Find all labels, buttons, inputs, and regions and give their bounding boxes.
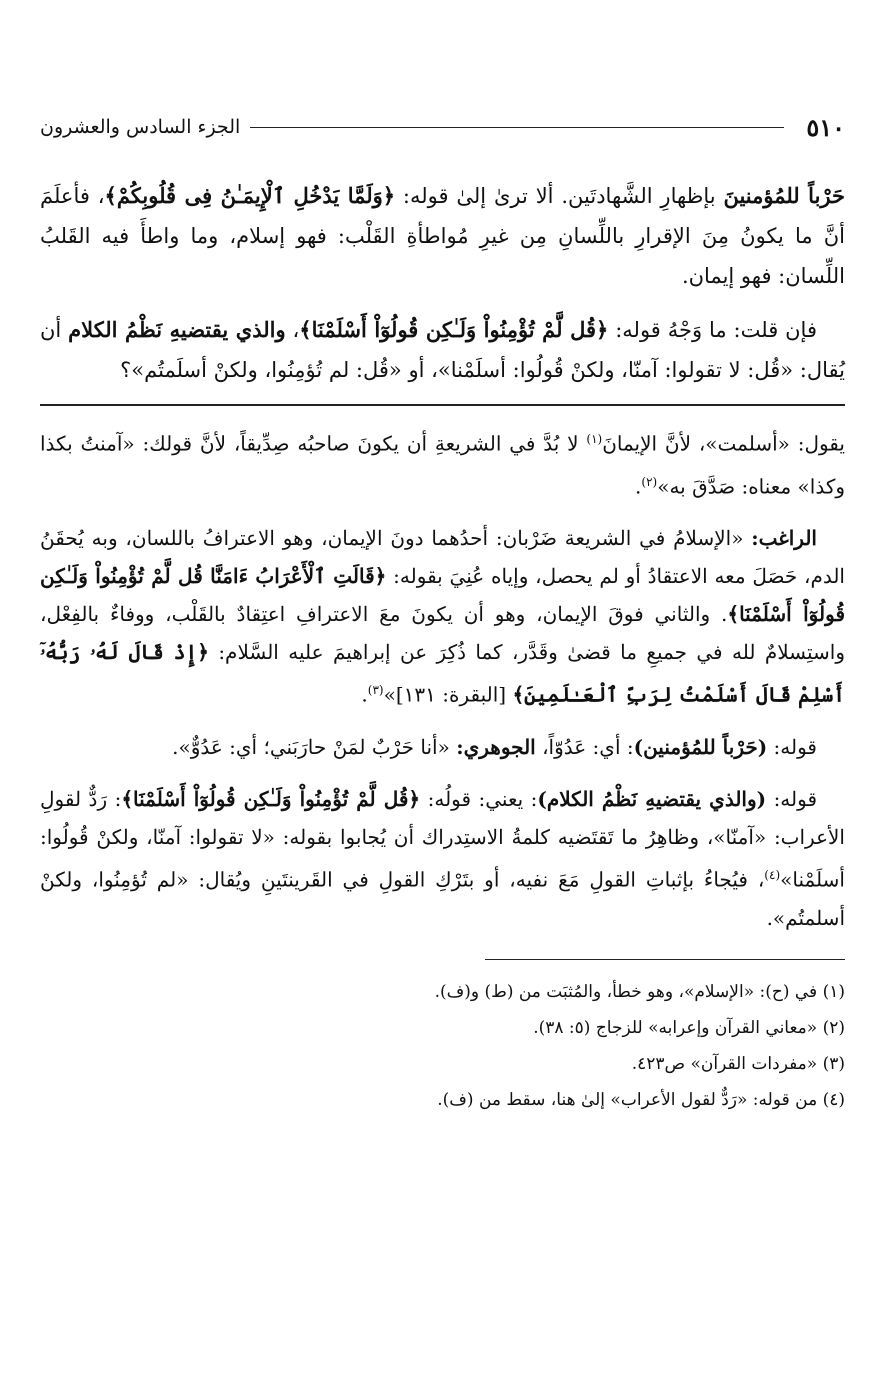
page-number: ٥١٠	[806, 112, 845, 142]
text-span: قوله:	[766, 786, 818, 811]
keyword: الجوهري:	[456, 734, 536, 759]
text-span: فإن قلت: ما وَجْهُ قوله:	[608, 318, 817, 342]
keyword: والذي يقتضيهِ نَظْمُ الكلام	[68, 317, 286, 342]
commentary-paragraph-3	[40, 728, 845, 766]
text-span: بإظهارِ الشَّهادتَين. ألا ترىٰ إلىٰ قوله:	[395, 184, 724, 208]
keyword: الراغب:	[751, 526, 817, 551]
main-text	[40, 176, 845, 390]
commentary-paragraph-2	[40, 519, 845, 714]
text-span: قوله:	[767, 734, 817, 759]
text-span: : يعني: قولُه:	[420, 786, 538, 811]
text-span: [البقرة: ١٣١]»	[383, 682, 513, 707]
keyword: حَرْباً للمُؤمنينَ	[723, 183, 845, 208]
quran-verse: ﴿إِذْ قَالَ لَهُۥ رَبُّهُۥٓ أَسْلِمْ قَالَ أَسْلَمْتُ لِرَبِّ ٱلْعَـٰلَمِينَ﴾	[40, 640, 845, 707]
text-span: .	[635, 474, 642, 499]
quran-verse: ﴿قَالَتِ ٱلْأَعْرَابُ ءَامَنَّا قُل لَّمْ تُؤْمِنُواْ وَلَـٰكِن قُولُوٓاْ أَسْلَمْنَا﴾	[40, 564, 846, 627]
running-head	[40, 110, 845, 144]
footnote-ref[interactable]: (١)	[586, 432, 603, 446]
text-span: ، فأعلَمَ أنَّ ما يكونُ مِنَ الإقرارِ باللِّسانِ مِن غيرِ مُواطأةِ القَلْب: فهو إسلام، وما واطأَ فيه القَلبُ اللِّسان: فهو إيمان.	[40, 184, 845, 288]
footnotes	[40, 974, 845, 1118]
footnote-divider	[485, 959, 845, 960]
quran-verse: ﴿قُل لَّمْ تُؤْمِنُواْ وَلَـٰكِن قُولُوٓاْ أَسْلَمْنَا﴾	[299, 317, 609, 342]
text-span: «الإسلامُ في الشريعة ضَرْبان: أحدُهما دونَ الإيمان، وهو الاعترافُ باللسان، وبه يُحقَنُ الدم، حَصَلَ معه الاعتقادُ أو لم يحصل، وإياه عُنِيَ بقوله:	[40, 526, 845, 589]
commentary-paragraph-4	[40, 780, 845, 937]
keyword: (والذي يقتضيهِ نَظْمُ الكلام)	[537, 786, 767, 811]
commentary-paragraph-1	[40, 420, 845, 505]
text-span: يقول: «أسلمت»، لأنَّ الإيمانَ	[602, 431, 845, 456]
part-title: الجزء السادس والعشرون	[40, 116, 241, 138]
main-paragraph-1	[40, 176, 845, 296]
main-paragraph-2	[40, 310, 845, 390]
footnote-3: (٣) «مفردات القرآن» ص٤٢٣.	[631, 1053, 845, 1074]
quran-verse: ﴿وَلَمَّا يَدْخُلِ ٱلْإِيمَـٰنُ فِى قُلُوبِكُمْ﴾	[104, 183, 396, 208]
text-span: . والثاني فوقَ الإيمان، وهو أن يكونَ معَ الاعترافِ اعتِقادٌ بالقَلْب، ووفاءٌ بالفِعْل، واستِسلامٌ لله في جميعِ ما قضىٰ وقَدَّر، كما ذُكِرَ عن إبراهيمَ عليه السَّلام:	[40, 602, 846, 665]
text-span: : أي: عَدُوّاً،	[535, 734, 634, 759]
page	[40, 110, 845, 1118]
section-divider	[40, 404, 845, 406]
footnote-ref[interactable]: (٢)	[641, 474, 658, 489]
footnote-ref[interactable]: (٣)	[367, 683, 384, 698]
quran-verse: ﴿قُل لَّمْ تُؤْمِنُواْ وَلَـٰكِن قُولُوٓاْ أَسْلَمْنَا﴾	[121, 786, 421, 811]
footnote-4: (٤) من قوله: «رَدٌّ لقول الأعراب» إلىٰ هنا، سقط من (ف).	[437, 1089, 845, 1110]
keyword: (حَرْباً للمُؤمنين)	[633, 734, 768, 759]
text-span: ،	[285, 318, 300, 342]
footnote-ref[interactable]: (٤)	[764, 867, 781, 882]
header-rule	[250, 127, 784, 128]
text-span: أن يُقال: «قُل: لا تقولوا: آمنّا، ولكنْ قُولُوا: أسلَمْنا»، أو «قُل: لم تُؤمِنُوا، ولكنْ أسلَمتُم»؟	[40, 318, 845, 382]
text-span: ، فيُجاءُ بإثباتِ القولِ مَعَ نفيه، أو بتَرْكِ القولِ في القَرينتَينِ ويُقال: «لم تُؤمِنُوا، ولكنْ أسلمتُم».	[40, 867, 845, 930]
commentary	[40, 420, 845, 937]
footnote-2: (٢) «معاني القرآن وإعرابه» للزجاج (٥: ٣٨).	[533, 1017, 845, 1038]
footnote-1: (١) في (ح): «الإسلام»، وهو خطأ، والمُثبَت من (ط) و(ف).	[434, 981, 845, 1002]
text-span: «أنا حَرْبٌ لمَنْ حارَبَني؛ أي: عَدُوٌّ».	[172, 734, 457, 759]
text-span: لا بُدَّ في الشريعةِ أن يكونَ صاحبُه صِدِّيقاً، لأنَّ قولك: «آمنتُ بكذا وكذا» معناه: صَدَّقَ به»	[40, 431, 845, 499]
text-span: .	[361, 682, 368, 707]
text-span: : رَدٌّ لقولِ الأعراب: «آمنّا»، وظاهِرُ ما تَقتَضيه كلمةُ الاستِدراك أن يُجابوا بقوله: «لا تقولوا: آمنّا، ولكنْ قُولُوا: أسلَمْنا»	[40, 786, 845, 892]
